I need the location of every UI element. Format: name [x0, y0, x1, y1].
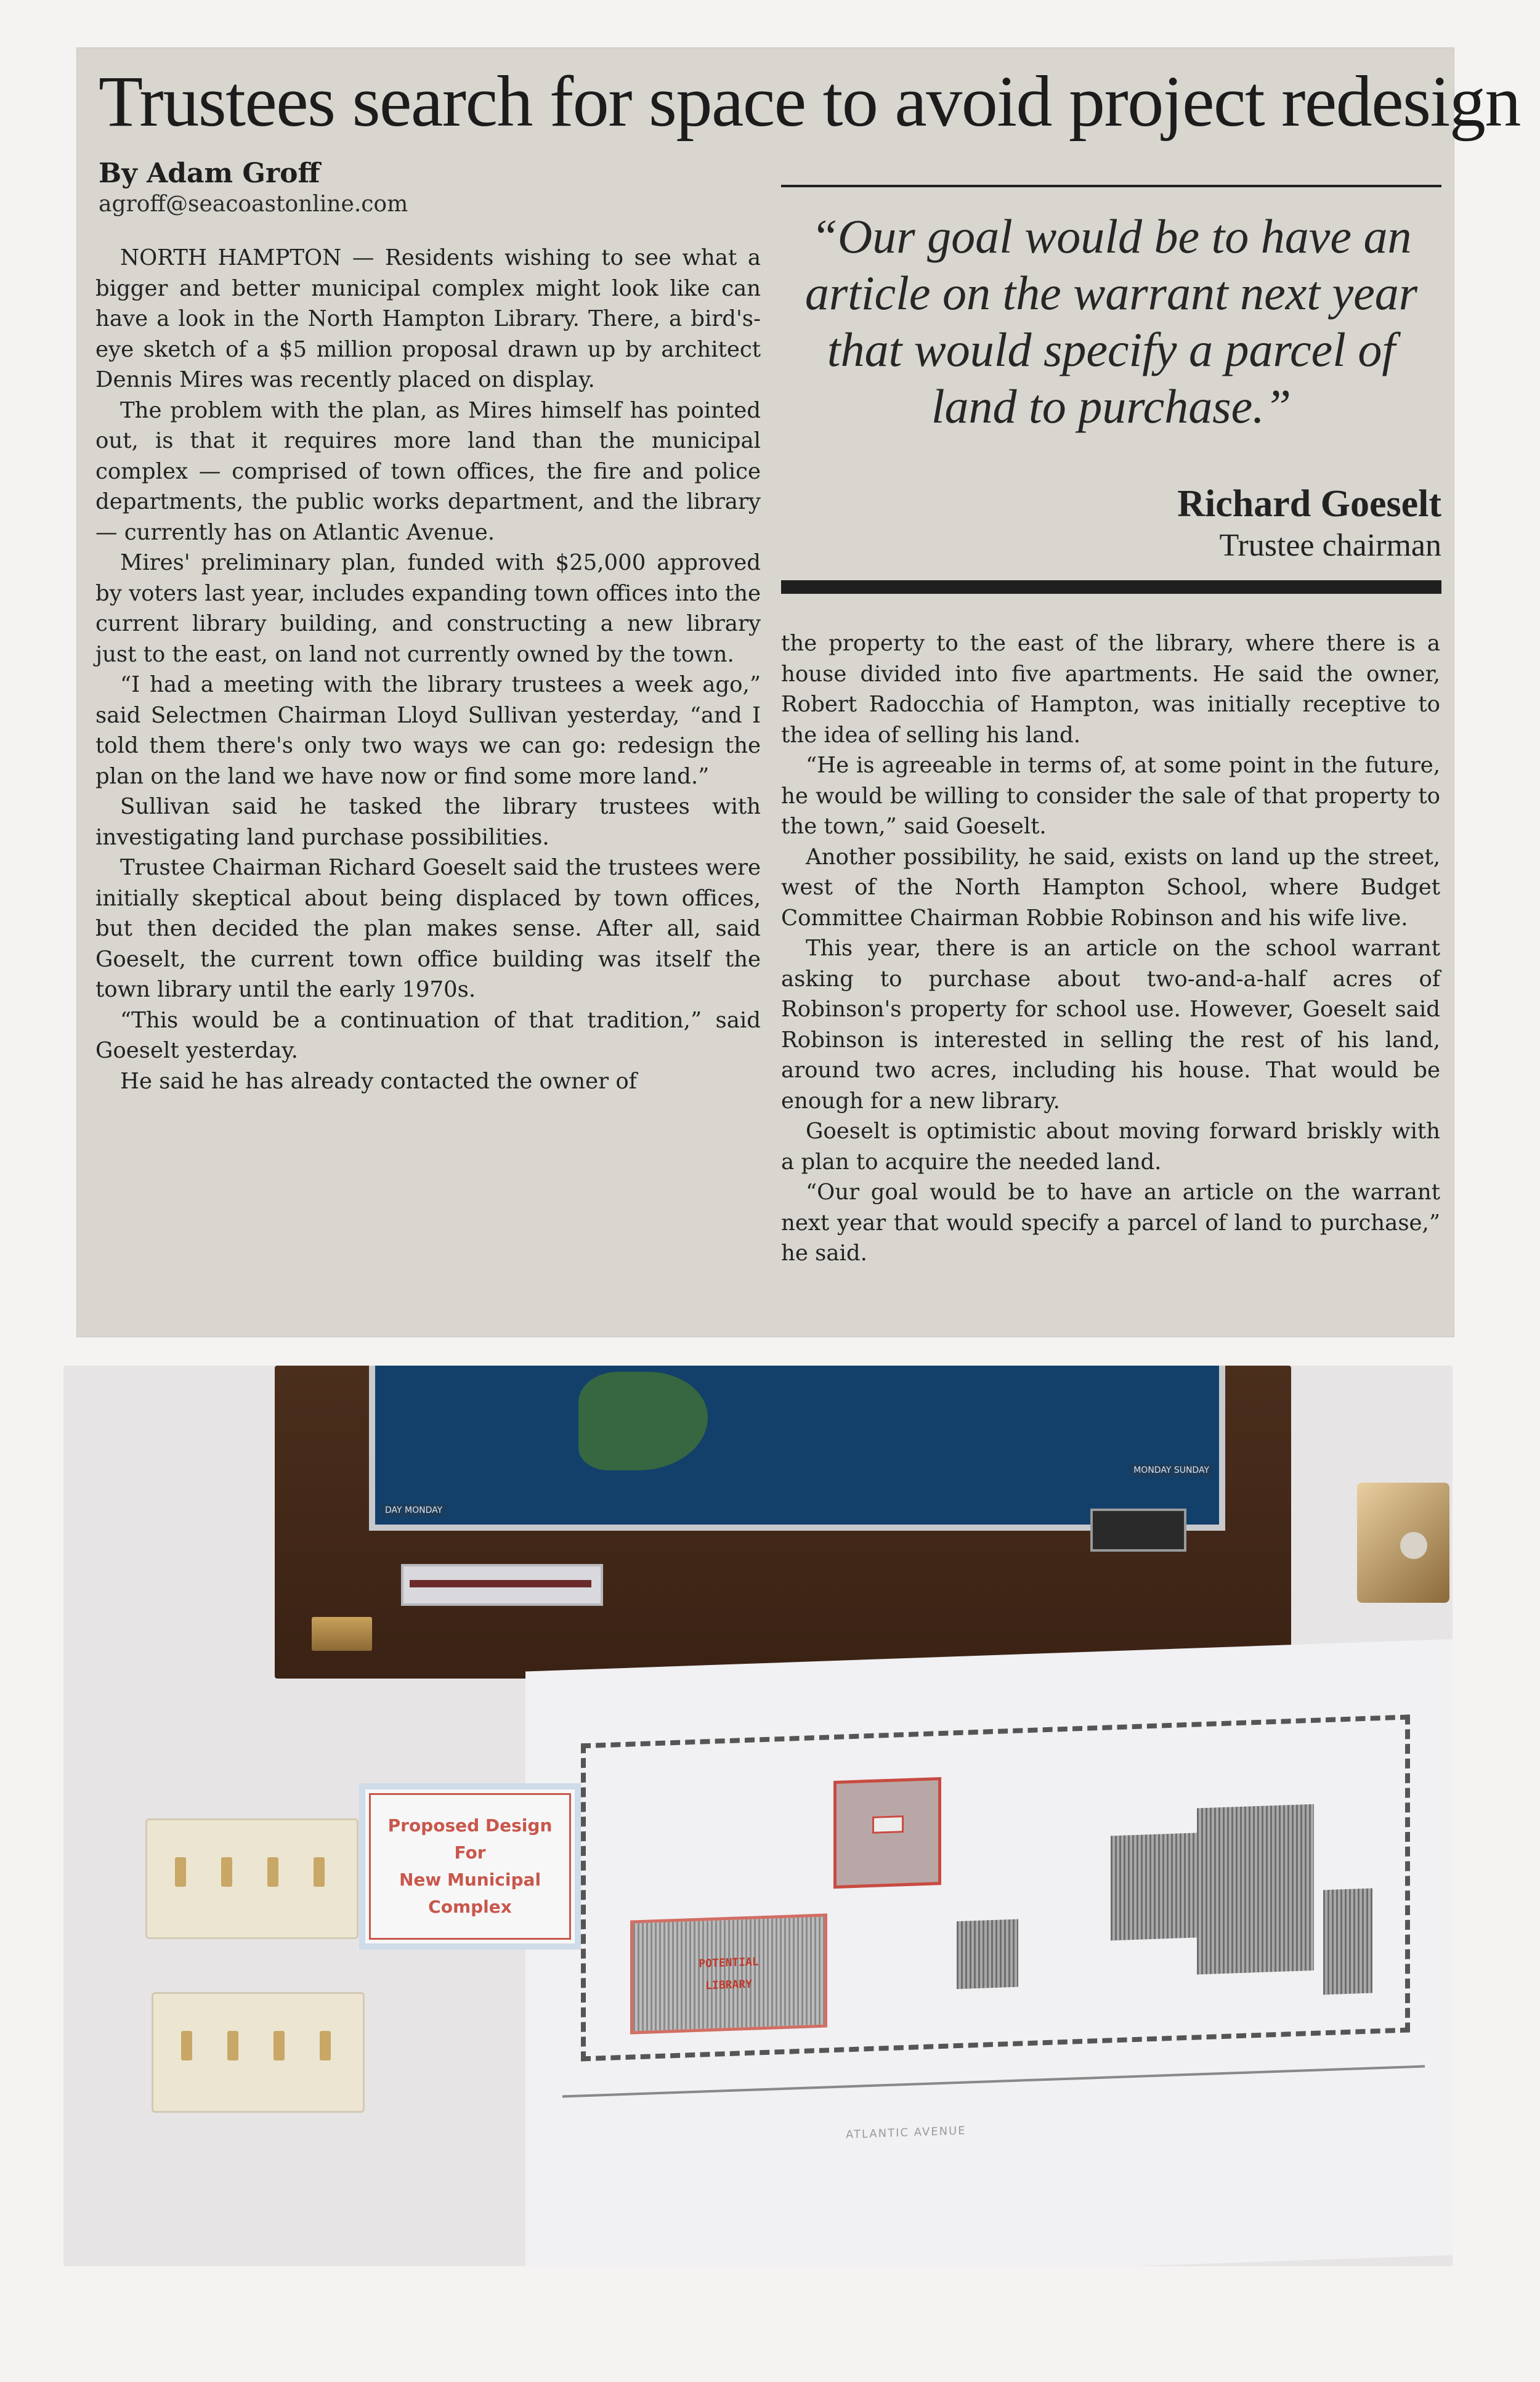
highlighted-building — [833, 1777, 941, 1889]
map-day-label: DAY MONDAY — [381, 1504, 446, 1517]
article-column-2 — [781, 628, 1440, 1269]
map-landmass — [578, 1372, 708, 1470]
map-day-label: MONDAY SUNDAY — [1130, 1464, 1213, 1477]
paragraph: The problem with the plan, as Mires himself has pointed out, is that it requires more land than the municipal complex — comprised of town offices, the fire and police departments, the public works department, and the library — currently has on Atlantic Avenue. — [95, 397, 761, 545]
potential-library-box — [630, 1913, 827, 2034]
paragraph: This year, there is an article on the school warrant asking to purchase about two-and-a-half acres of Robinson's property for school use. However, Goeselt said Robinson is interested in selling the rest of his land, around two acres, including his house. That would be enough for a new library. — [781, 936, 1440, 1114]
paragraph: He said he has already contacted the owner of — [120, 1068, 637, 1094]
display-photograph — [63, 1366, 1453, 2266]
paragraph: Mires' preliminary plan, funded with $25,000 approved by voters last year, includes expanding town offices into the current library building, and constructing a new library just to the east, on land not currently owned by the town. — [95, 550, 761, 667]
building-footprint — [1197, 1804, 1314, 1975]
wall-board — [275, 1366, 1291, 1679]
paragraph: NORTH HAMPTON — Residents wishing to see what a bigger and better municipal complex might look like can have a look in the North Hampton Library. There, a bird's-eye sketch of a $5 million proposal drawn up by architect Dennis Mires was recently placed on display. — [95, 245, 761, 392]
newspaper-clipping — [77, 48, 1520, 1337]
sign-text: Proposed Design For New Municipal Complex — [387, 1815, 553, 1917]
light-switch-plate — [152, 1992, 365, 2113]
pullquote-bottom-rule — [781, 580, 1441, 594]
paragraph: “I had a meeting with the library trustees a week ago,” said Selectmen Chairman Lloyd Sullivan yesterday, “and I told them there's only two ways we can go: redesign the plan on the land we have now or find some more land.” — [95, 672, 761, 789]
road-line — [562, 2065, 1425, 2098]
site-plan-drawing — [525, 1639, 1453, 2266]
pullquote: “Our goal would be to have an article on the warrant next year that would specify a parcel of land to purchase.” — [804, 209, 1418, 433]
calendar-strip — [401, 1564, 603, 1606]
paragraph: “Our goal would be to have an article on the warrant next year that would specify a parcel of land to purchase,” he said. — [781, 1180, 1440, 1266]
paragraph: Sullivan said he tasked the library trustees with investigating land purchase possibilities. — [95, 794, 761, 850]
paragraph: “This would be a continuation of that tradition,” said Goeselt yesterday. — [95, 1007, 761, 1063]
pullquote-title: Trustee chairman — [1219, 528, 1441, 563]
pullquote-top-rule — [781, 185, 1441, 187]
author-email: agroff@seacoastonline.com — [99, 192, 408, 217]
plan-label: LIBRARY — [705, 1977, 752, 1992]
article-column-1 — [95, 243, 761, 1096]
paragraph: Another possibility, he said, exists on land up the street, west of the North Hampton School, where Budget Committee Chairman Robbie Robinson and his wife live. — [781, 844, 1440, 931]
paragraph: the property to the east of the library, where there is a house divided into five apartments. He said the owner, Robert Radocchia of Hampton, was initially receptive to the idea of selling his land. — [781, 631, 1440, 748]
plan-label: POTENTIAL — [699, 1955, 759, 1971]
byline: By Adam Groff — [99, 158, 320, 189]
brass-plate — [312, 1617, 372, 1651]
paragraph: Trustee Chairman Richard Goeselt said the trustees were initially skeptical about being displaced by town offices, but then decided the plan makes sense. After all, said Goeselt, the current town office building was itself the town library until the early 1970s. — [95, 855, 761, 1002]
building-footprint — [957, 1919, 1018, 1989]
proposed-design-sign — [359, 1783, 581, 1950]
pullquote-name: Richard Goeselt — [1177, 483, 1441, 525]
brass-outlet — [1357, 1483, 1449, 1603]
paragraph: Goeselt is optimistic about moving forward briskly with a plan to acquire the needed land. — [781, 1119, 1440, 1175]
world-map — [369, 1366, 1225, 1531]
street-label: ATLANTIC AVENUE — [846, 2124, 967, 2142]
headline: Trustees search for space to avoid project redesign — [99, 61, 1520, 142]
clock-panel — [1090, 1509, 1186, 1552]
paragraph: “He is agreeable in terms of, at some point in the future, he would be willing to consider the sale of that property to the town,” said Goeselt. — [781, 753, 1440, 839]
light-switch-plate — [145, 1818, 359, 1939]
building-footprint — [1323, 1889, 1372, 1995]
